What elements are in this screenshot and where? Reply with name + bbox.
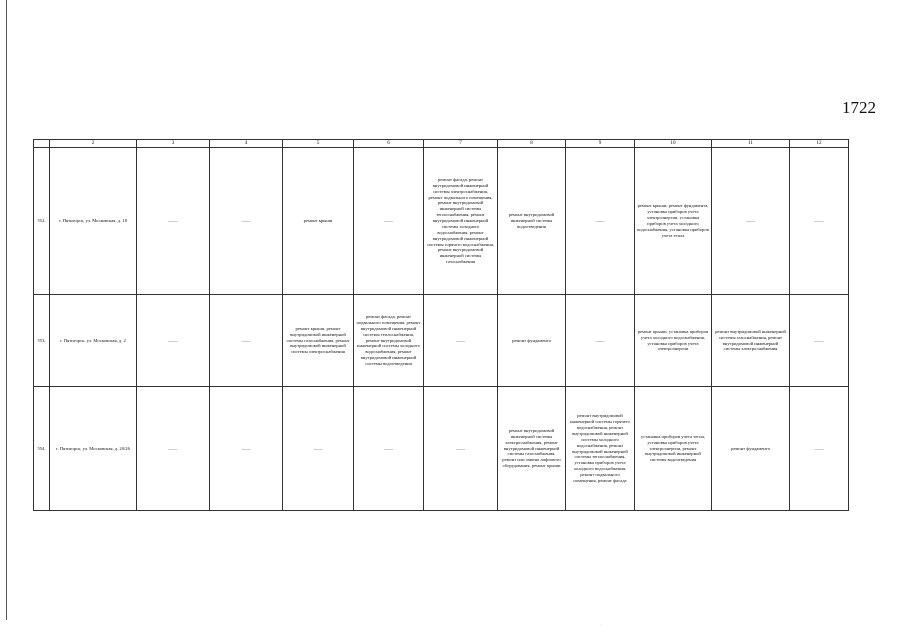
row-number: 552.: [34, 148, 50, 295]
table-cell: ——: [210, 295, 283, 387]
table-row: [34, 295, 849, 387]
header-cell: [34, 140, 50, 148]
repair-schedule-table: [33, 139, 849, 511]
table-row: [34, 148, 849, 295]
header-cell: 2: [50, 140, 137, 148]
table-cell: ——: [424, 295, 498, 387]
address-cell: г. Пятигорск, ул. Московская, д. 20/26: [50, 387, 137, 511]
row-number: 554.: [34, 387, 50, 511]
page-number: 1722: [842, 98, 876, 117]
row-number: 553.: [34, 295, 50, 387]
table-cell: ——: [790, 295, 849, 387]
address-cell: г. Пятигорск, ул. Московская, д. 18: [50, 148, 137, 295]
header-cell: 4: [210, 140, 283, 148]
header-cell: 12: [790, 140, 849, 148]
table-cell: ——: [566, 295, 635, 387]
table-cell: ремонт внутридомовой инженерной системы электроснабжения, ремонт внутридомовой инженерной системы газоснабжения, ремонт или замена лифтового оборудования, ремонт крыши: [498, 387, 566, 511]
table-cell: ——: [210, 148, 283, 295]
table-cell: ремонт внутридомовой инженерной системы горячего водоснабжения, ремонт внутридомовой инженерной системы холодного водоснабжения, ремонт внутридомовой инженерной системы теплоснабжения, установка приборов учета холодного водоснабжения, ремонт подвального помещения, ремонт фасада: [566, 387, 635, 511]
column-number-header-row: [34, 140, 849, 148]
header-cell: 9: [566, 140, 635, 148]
table-cell: ремонт крыши: [283, 148, 354, 295]
table-cell: ——: [283, 387, 354, 511]
table-cell: ——: [354, 387, 424, 511]
header-cell: 3: [137, 140, 210, 148]
table-row: [34, 387, 849, 511]
header-cell: 5: [283, 140, 354, 148]
address-cell: г. Пятигорск, ул. Московская, д. 2: [50, 295, 137, 387]
table-cell: ——: [424, 387, 498, 511]
header-cell: 8: [498, 140, 566, 148]
table-cell: ремонт фундамента: [712, 387, 790, 511]
header-cell: 7: [424, 140, 498, 148]
table-cell: ——: [790, 387, 849, 511]
table-cell: установка приборов учета тепла, установка приборов учета электроэнергии, ремонт внутридомовой инженерной системы водоотведения: [635, 387, 712, 511]
left-margin-rule: [6, 0, 7, 620]
table-cell: ремонт внутридомовой инженерной системы водоотведения: [498, 148, 566, 295]
table-cell: ——: [137, 295, 210, 387]
table-cell: ремонт фасада, ремонт внутридомовой инженерной системы электроснабжения, ремонт подвального помещения, ремонт внутридомовой инженерной системы теплоснабжения, ремонт внутридомовой инженерной системы холодного водоснабжения, ремонт внутридомовой инженерной системы горячего водоснабжения, ремонт внутридомовой инженерной системы газоснабжения: [424, 148, 498, 295]
table-cell: ——: [566, 148, 635, 295]
table-cell: ——: [137, 387, 210, 511]
table-cell: ——: [137, 148, 210, 295]
table-cell: ——: [210, 387, 283, 511]
table-cell: ремонт крыши, ремонт внутридомовой инженерной системы газоснабжения, ремонт внутридомовой инженерной системы электроснабжения: [283, 295, 354, 387]
table-cell: ремонт крыши, установка приборов учета холодного водоснабжения, установка приборов учета электроэнергии: [635, 295, 712, 387]
table-cell: ——: [712, 148, 790, 295]
table-cell: ——: [790, 148, 849, 295]
table-cell: ремонт внутридомовой инженерной системы газоснабжения, ремонт внутридомовой инженерной системы электроснабжения: [712, 295, 790, 387]
header-cell: 11: [712, 140, 790, 148]
table-cell: ремонт крыши, ремонт фундамента, установка приборов учета электроэнергии, установка приборов учета холодного водоснабжения, установка приборов учета тепла: [635, 148, 712, 295]
header-cell: 6: [354, 140, 424, 148]
header-cell: 10: [635, 140, 712, 148]
table-cell: ——: [354, 148, 424, 295]
table-cell: ремонт фасада, ремонт подвального помещения, ремонт внутридомовой инженерной системы теплоснабжения, ремонт внутридомовой инженерной системы холодного водоснабжения, ремонт внутридомовой инженерной системы водоотведения: [354, 295, 424, 387]
footer-mark: ·: [600, 622, 602, 627]
table-cell: ремонт фундамента: [498, 295, 566, 387]
